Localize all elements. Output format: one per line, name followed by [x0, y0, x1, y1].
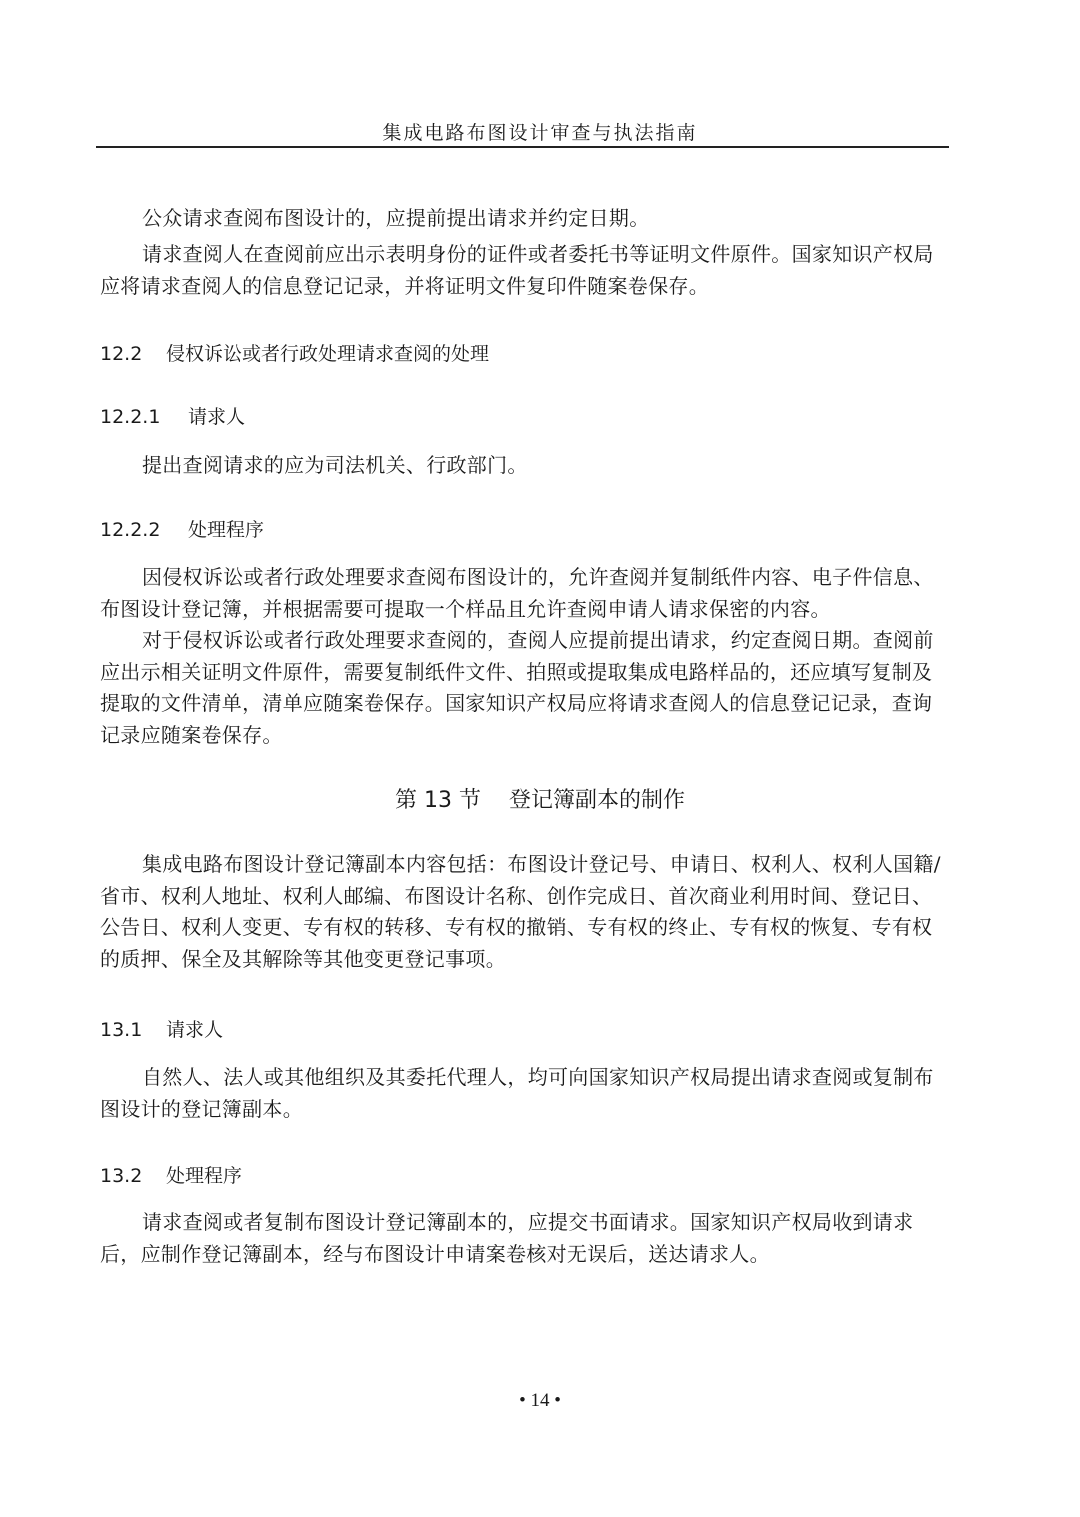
heading-12-2 [100, 340, 489, 368]
heading-12-2-1-title: 请求人 [188, 406, 246, 428]
heading-12-2-1-number: 12.2.1 [100, 406, 161, 428]
chapter-13-label: 第 13 节 [395, 788, 481, 813]
heading-12-2-number: 12.2 [100, 343, 143, 365]
heading-13-1 [100, 1016, 223, 1044]
paragraph-public-request: 公众请求查阅布图设计的，应提前提出请求并约定日期。 [142, 206, 650, 230]
page-number: • 14 • [519, 1390, 561, 1411]
heading-12-2-1 [100, 403, 245, 431]
paragraph-12-2-1: 提出查阅请求的应为司法机关、行政部门。 [142, 453, 528, 477]
paragraph-13-2: 请求查阅或者复制布图设计登记簿副本的，应提交书面请求。国家知识产权局收到请求后，应制作登记簿副本，经与布图设计申请案卷核对无误后，送达请求人。 [100, 1210, 914, 1266]
heading-12-2-title: 侵权诉讼或者行政处理请求查阅的处理 [166, 343, 490, 365]
chapter-13-title [0, 786, 1080, 816]
paragraph-13-intro: 集成电路布图设计登记簿副本内容包括：布图设计登记号、申请日、权利人、权利人国籍/省市、权利人地址、权利人邮编、布图设计名称、创作完成日、首次商业利用时间、登记日、公告日、权利人变更、专有权的转移、专有权的撤销、专有权的终止、专有权的恢复、专有权的质押、保全及其解除等其他变更登记事项。 [100, 852, 941, 971]
heading-13-1-title: 请求人 [166, 1019, 224, 1041]
paragraph-13-1: 自然人、法人或其他组织及其委托代理人，均可向国家知识产权局提出请求查阅或复制布图设计的登记簿副本。 [100, 1065, 934, 1121]
chapter-13-name: 登记簿副本的制作 [508, 788, 685, 813]
heading-12-2-2 [100, 516, 264, 544]
header-rule [96, 146, 949, 148]
heading-12-2-2-number: 12.2.2 [100, 519, 161, 541]
heading-13-2 [100, 1162, 242, 1190]
paragraph-12-2-2-b: 对于侵权诉讼或者行政处理要求查阅的，查阅人应提前提出请求，约定查阅日期。查阅前应出示相关证明文件原件，需要复制纸件文件、拍照或提取集成电路样品的，还应填写复制及提取的文件清单，清单应随案卷保存。国家知识产权局应将请求查阅人的信息登记记录，查询记录应随案卷保存。 [100, 628, 934, 747]
paragraph-12-2-2-a: 因侵权诉讼或者行政处理要求查阅布图设计的，允许查阅并复制纸件内容、电子件信息、布图设计登记簿，并根据需要可提取一个样品且允许查阅申请人请求保密的内容。 [100, 565, 934, 621]
heading-13-2-title: 处理程序 [166, 1165, 243, 1187]
heading-13-1-number: 13.1 [100, 1019, 143, 1041]
heading-12-2-2-title: 处理程序 [188, 519, 265, 541]
heading-13-2-number: 13.2 [100, 1165, 143, 1187]
paragraph-identity-documents: 请求查阅人在查阅前应出示表明身份的证件或者委托书等证明文件原件。国家知识产权局应将请求查阅人的信息登记记录，并将证明文件复印件随案卷保存。 [100, 242, 934, 298]
running-header-title: 集成电路布图设计审查与执法指南 [382, 122, 698, 144]
